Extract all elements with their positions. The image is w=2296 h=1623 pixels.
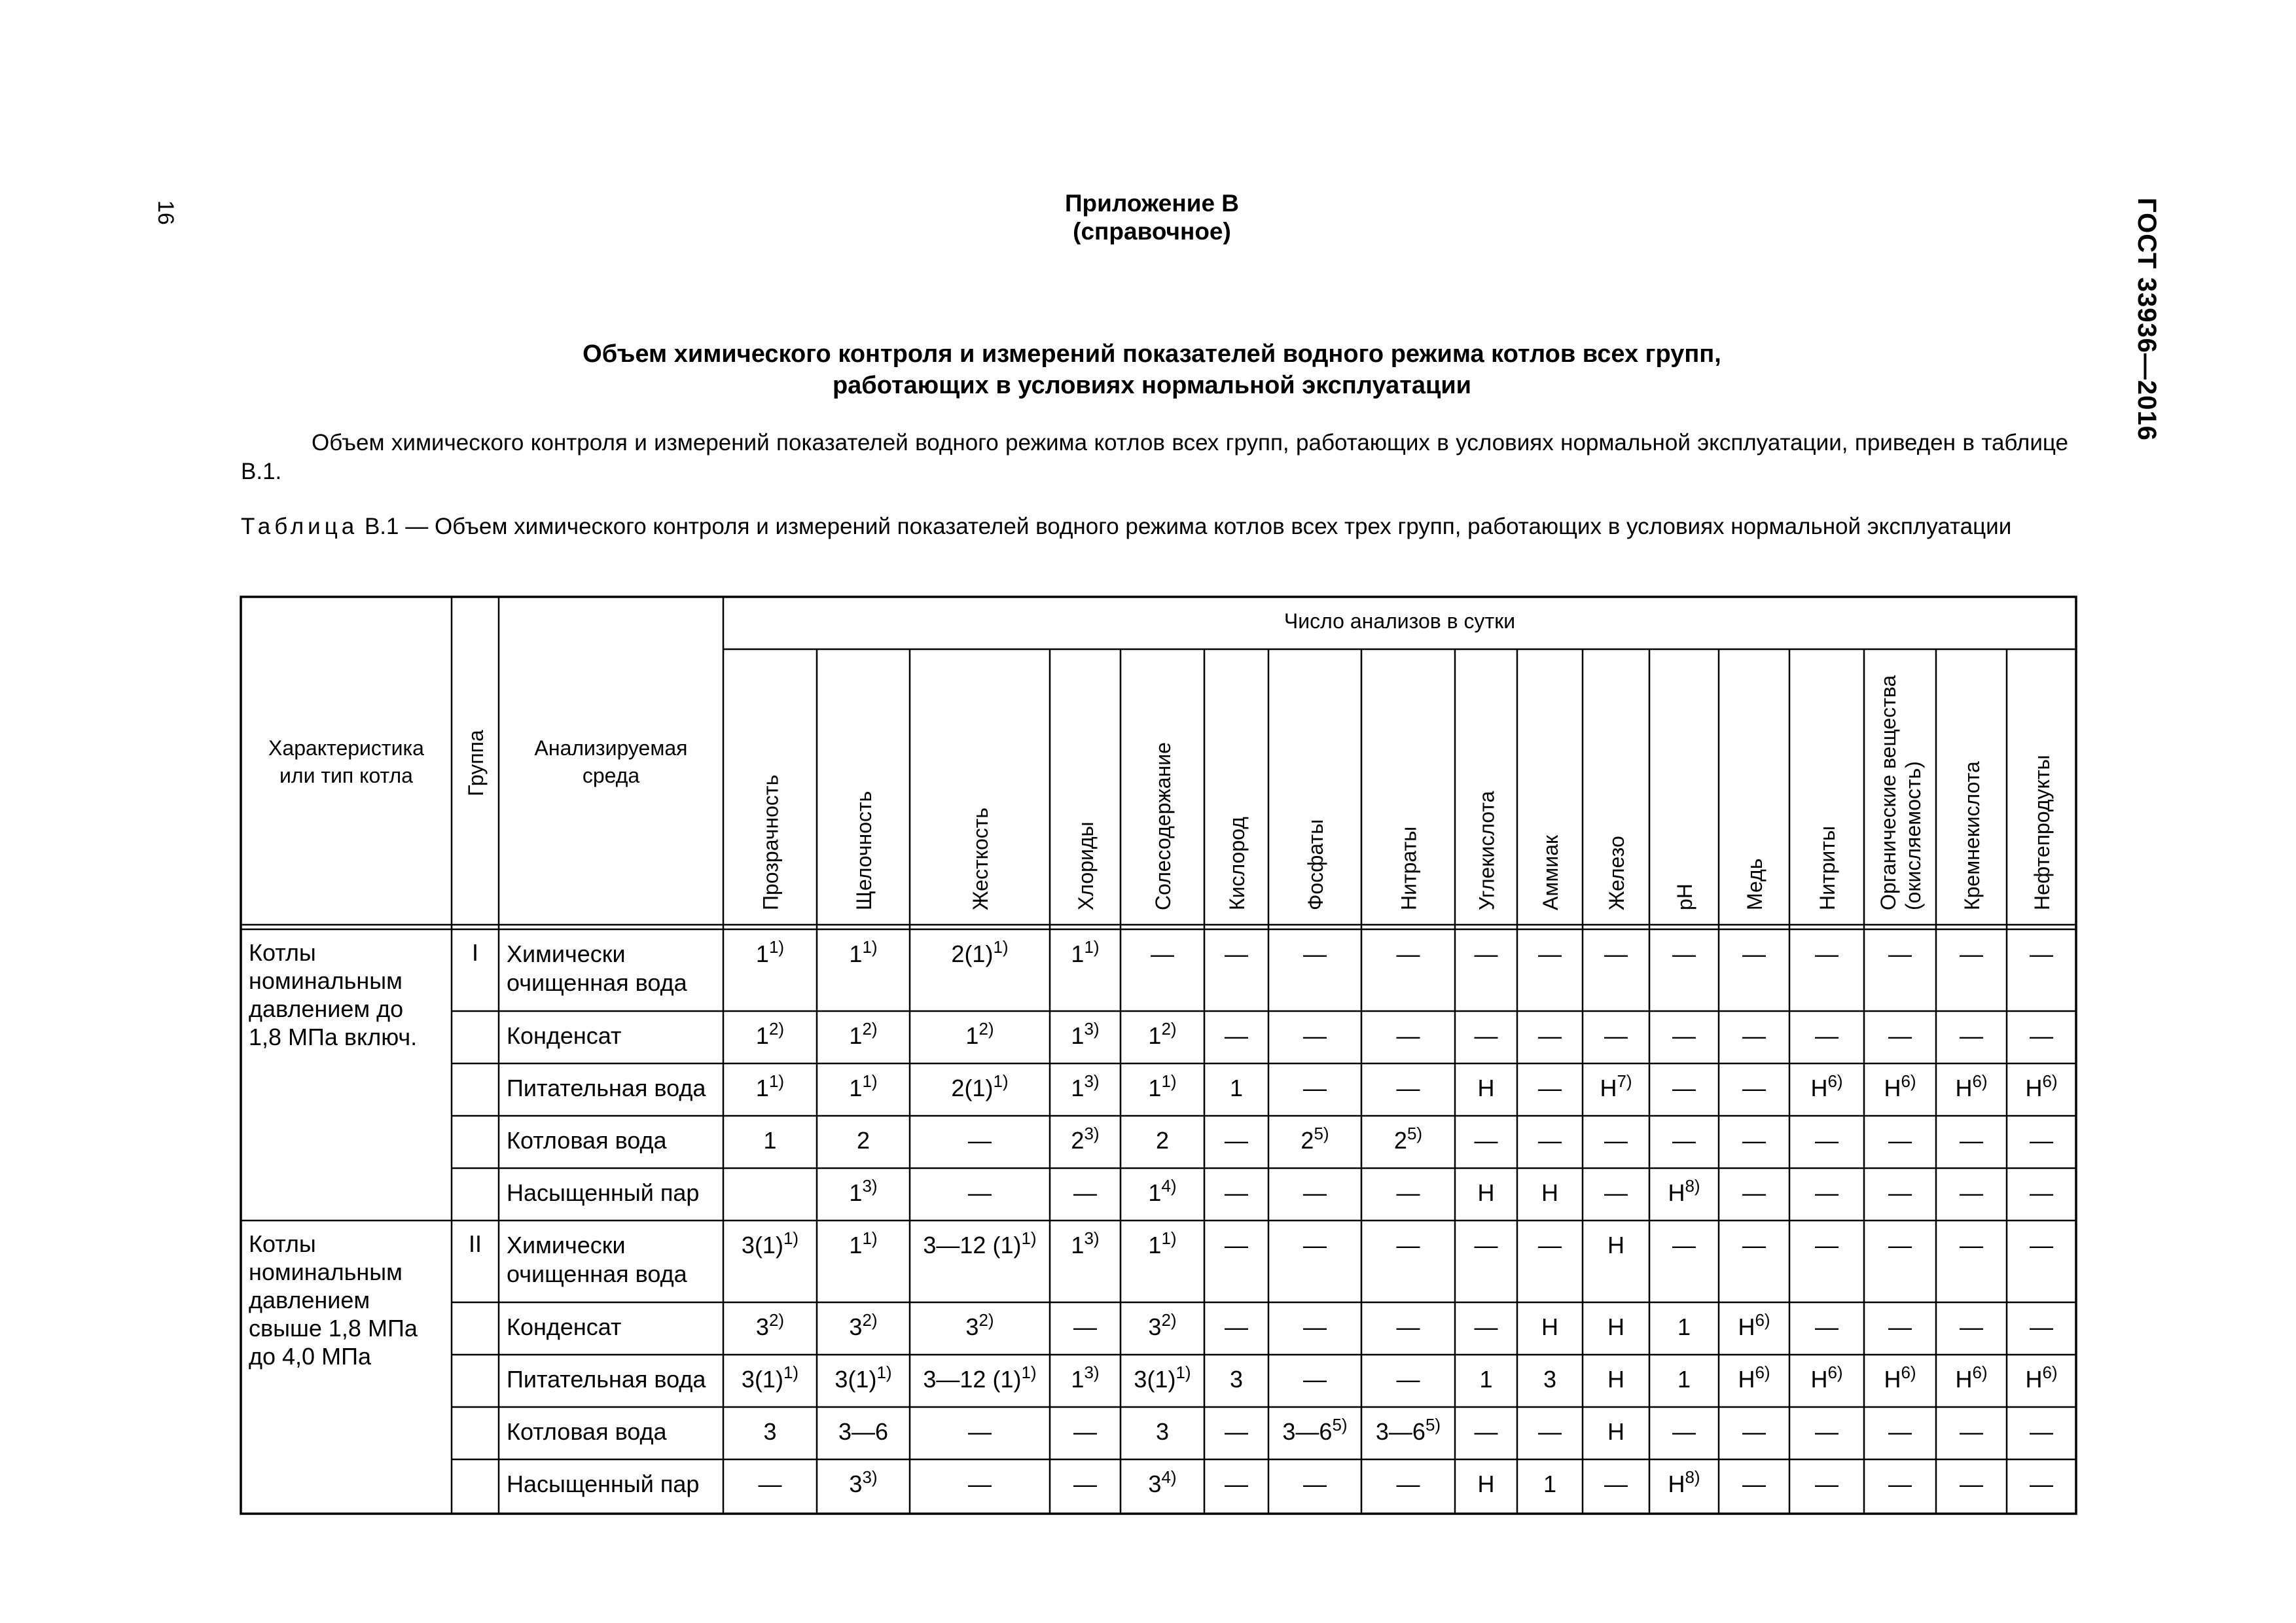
table-cell: 3 bbox=[763, 1418, 777, 1445]
table-cell: — bbox=[1538, 1075, 1562, 1101]
page-number: 16 bbox=[153, 200, 178, 225]
footnote-ref: 1) bbox=[862, 1228, 878, 1248]
table-cell: — bbox=[2030, 1232, 2053, 1258]
column-header: pH bbox=[1673, 883, 1696, 910]
table-cell: $2(1)^{1)}$ bbox=[951, 937, 1009, 967]
footnote-ref: 7) bbox=[1617, 1071, 1632, 1091]
table-cell: — bbox=[1538, 1232, 1562, 1258]
table-cell: $3(1)^{1)}$ bbox=[834, 1363, 892, 1393]
boiler-characteristic: давлением bbox=[249, 1287, 370, 1313]
analyzed-medium: Конденсат bbox=[507, 1022, 622, 1049]
table-cell: $2(1)^{1)}$ bbox=[951, 1071, 1009, 1101]
table-cell: — bbox=[1815, 1179, 1839, 1206]
table-cell: — bbox=[1225, 1418, 1248, 1445]
table-cell: 1$^{3)}$ bbox=[1071, 1363, 1100, 1393]
footnote-ref: 6) bbox=[1901, 1071, 1916, 1091]
table-cell: — bbox=[1225, 1179, 1248, 1206]
table-cell: — bbox=[1815, 1232, 1839, 1258]
table-cell: — bbox=[1742, 940, 1766, 967]
table-cell: — bbox=[1474, 1127, 1498, 1154]
table-cell: 1$^{1)}$ bbox=[1148, 1228, 1177, 1258]
table-cell: 3 bbox=[1229, 1366, 1244, 1393]
table-cell: — bbox=[1815, 1418, 1839, 1445]
standard-code: ГОСТ 33936—2016 bbox=[2132, 198, 2161, 441]
table-cell: — bbox=[1073, 1418, 1097, 1445]
footnote-ref: 3) bbox=[862, 1176, 878, 1196]
column-header: Кислород bbox=[1225, 817, 1249, 910]
table-cell: — bbox=[1960, 1418, 1983, 1445]
table-cell: — bbox=[1538, 1418, 1562, 1445]
column-header: Щелочность bbox=[852, 791, 876, 910]
table-cell: — bbox=[1073, 1471, 1097, 1497]
header-group: Группа bbox=[464, 730, 488, 796]
table-cell: 3$^{2)}$ bbox=[1148, 1310, 1177, 1340]
table-cell: — bbox=[1960, 1022, 1983, 1049]
footnote-ref: 6) bbox=[2042, 1363, 2058, 1382]
table-cell: $Н^{6)}$ bbox=[1738, 1363, 1770, 1393]
table-cell: 3—6$^{5)}$ bbox=[1282, 1415, 1348, 1445]
table-cell: — bbox=[1960, 1471, 1983, 1497]
table-cell: — bbox=[1960, 1127, 1983, 1154]
table-cell: 2 bbox=[1155, 1127, 1170, 1154]
table-cell: — bbox=[1396, 940, 1420, 967]
footnote-ref: 5) bbox=[1332, 1415, 1348, 1435]
table-cell: — bbox=[1225, 1313, 1248, 1340]
table-cell: — bbox=[1888, 1179, 1912, 1206]
table-cell: — bbox=[1396, 1313, 1420, 1340]
table-cell: $Н^{6)}$ bbox=[1810, 1071, 1843, 1101]
table-cell: — bbox=[1888, 1471, 1912, 1497]
table-cell: 1$^{3)}$ bbox=[1071, 1019, 1100, 1049]
analyzed-medium: Питательная вода bbox=[507, 1075, 706, 1101]
header-characteristic: или тип котла bbox=[279, 764, 413, 787]
table-cell: 3$^{2)}$ bbox=[755, 1310, 785, 1340]
table-cell: — bbox=[1888, 940, 1912, 967]
table-cell: $3(1)^{1)}$ bbox=[741, 1363, 799, 1393]
table-cell: — bbox=[1742, 1179, 1766, 1206]
column-header: Жесткость bbox=[969, 807, 992, 910]
table-cell: 3—12 $(1)^{1)}$ bbox=[923, 1228, 1037, 1258]
table-cell: 1 bbox=[1229, 1075, 1244, 1101]
table-cell: — bbox=[1672, 1127, 1696, 1154]
table-cell: $3(1)^{1)}$ bbox=[741, 1228, 799, 1258]
table-cell: — bbox=[2030, 1313, 2053, 1340]
table-cell: — bbox=[1742, 1471, 1766, 1497]
table-cell: $Н^{6)}$ bbox=[2025, 1071, 2058, 1101]
footnote-ref: 2) bbox=[978, 1310, 994, 1330]
table-cell: — bbox=[1888, 1313, 1912, 1340]
table-cell: — bbox=[2030, 1127, 2053, 1154]
table-cell: — bbox=[1225, 1022, 1248, 1049]
footnote-ref: 6) bbox=[1755, 1310, 1770, 1330]
boiler-characteristic: Котлы bbox=[249, 939, 316, 966]
table-caption-text: В.1 — Объем химического контроля и измерений показателей водного режима котлов всех трех групп, работающих в условиях нормальной эксплуатации bbox=[358, 514, 2012, 539]
table-cell: 3—12 $(1)^{1)}$ bbox=[923, 1363, 1037, 1393]
table-cell: — bbox=[1073, 1179, 1097, 1206]
header-medium: Анализируемая bbox=[534, 736, 688, 760]
column-header: Железо bbox=[1605, 836, 1628, 910]
table-cell: — bbox=[1742, 1075, 1766, 1101]
footnote-ref: 1) bbox=[1021, 1228, 1037, 1248]
table-cell: 1 bbox=[1479, 1366, 1493, 1393]
table-cell: 1$^{1)}$ bbox=[1148, 1071, 1177, 1101]
footnote-ref: 1) bbox=[783, 1363, 799, 1382]
table-cell: — bbox=[1604, 1022, 1628, 1049]
footnote-ref: 1) bbox=[1161, 1228, 1177, 1248]
footnote-ref: 5) bbox=[1425, 1415, 1441, 1435]
boiler-characteristic: 1,8 МПа включ. bbox=[249, 1024, 418, 1050]
document-title-line-2: работающих в условиях нормальной эксплуатации bbox=[832, 372, 1472, 399]
table-cell: $Н^{8)}$ bbox=[1668, 1176, 1700, 1206]
footnote-ref: 1) bbox=[1175, 1363, 1191, 1382]
column-header: Нитриты bbox=[1816, 826, 1839, 910]
table-cell: 1$^{2)}$ bbox=[849, 1019, 878, 1049]
analyzed-medium: Химически bbox=[507, 940, 626, 967]
footnote-ref: 8) bbox=[1685, 1176, 1700, 1196]
table-cell: — bbox=[2030, 1022, 2053, 1049]
table-cell: — bbox=[1396, 1366, 1420, 1393]
footnote-ref: 4) bbox=[1161, 1176, 1177, 1196]
table-cell: — bbox=[1225, 1232, 1248, 1258]
table-cell: $Н^{6)}$ bbox=[1738, 1310, 1770, 1340]
group-number: I bbox=[471, 939, 479, 966]
table-cell: 1$^{2)}$ bbox=[1148, 1019, 1177, 1049]
table-cell: $3(1)^{1)}$ bbox=[1134, 1363, 1191, 1393]
table-cell: — bbox=[2030, 1179, 2053, 1206]
table-cell: Н bbox=[1541, 1313, 1558, 1340]
table-cell: — bbox=[1303, 1022, 1327, 1049]
table-cell: — bbox=[2030, 940, 2053, 967]
table-cell: — bbox=[1474, 1232, 1498, 1258]
footnote-ref: 6) bbox=[1755, 1363, 1770, 1382]
table-cell: 1 bbox=[1677, 1313, 1691, 1340]
table-cell: $Н^{6)}$ bbox=[1810, 1363, 1843, 1393]
table-cell: 3—6 bbox=[838, 1418, 889, 1445]
table-cell: 1$^{3)}$ bbox=[1071, 1071, 1100, 1101]
table-cell: 3 bbox=[1155, 1418, 1170, 1445]
table-cell: 1$^{1)}$ bbox=[1071, 937, 1100, 967]
footnote-ref: 1) bbox=[1021, 1363, 1037, 1382]
column-header: Нефтепродукты bbox=[2030, 755, 2054, 910]
table-cell: 2$^{5)}$ bbox=[1300, 1124, 1329, 1154]
footnote-ref: 6) bbox=[1827, 1071, 1843, 1091]
analyzed-medium: Насыщенный пар bbox=[507, 1471, 700, 1497]
table-cell: 2$^{3)}$ bbox=[1071, 1124, 1100, 1154]
boiler-characteristic: Котлы bbox=[249, 1230, 316, 1257]
group-number: II bbox=[468, 1230, 482, 1257]
footnote-ref: 3) bbox=[1084, 1228, 1100, 1248]
boiler-characteristic: давлением до bbox=[249, 995, 404, 1022]
footnote-ref: 1) bbox=[1161, 1071, 1177, 1091]
table-cell: — bbox=[1960, 1313, 1983, 1340]
footnote-ref: 2) bbox=[768, 1019, 785, 1039]
column-header: Фосфаты bbox=[1304, 819, 1327, 910]
analyzed-medium: Насыщенный пар bbox=[507, 1179, 700, 1206]
table-cell: Н bbox=[1607, 1366, 1624, 1393]
table-cell: — bbox=[1888, 1232, 1912, 1258]
table-cell: — bbox=[1303, 1232, 1327, 1258]
column-header: Аммиак bbox=[1539, 834, 1562, 910]
table-cell: 3 bbox=[1543, 1366, 1557, 1393]
table-cell: — bbox=[1672, 1075, 1696, 1101]
footnote-ref: 6) bbox=[1827, 1363, 1843, 1382]
table-cell: — bbox=[1672, 1418, 1696, 1445]
table-cell: 1$^{4)}$ bbox=[1148, 1176, 1177, 1206]
table-cell: — bbox=[1303, 940, 1327, 967]
table-cell: 1$^{1)}$ bbox=[755, 1071, 785, 1101]
analyzed-medium: Химически bbox=[507, 1232, 626, 1258]
table-cell: — bbox=[1815, 1127, 1839, 1154]
table-cell: $Н^{6)}$ bbox=[1955, 1363, 1988, 1393]
column-header: Медь bbox=[1743, 858, 1767, 910]
table-cell: — bbox=[1474, 940, 1498, 967]
table-cell: 1$^{2)}$ bbox=[755, 1019, 785, 1049]
footnote-ref: 3) bbox=[862, 1467, 878, 1487]
footnote-ref: 6) bbox=[1972, 1071, 1988, 1091]
footnote-ref: 1) bbox=[783, 1228, 799, 1248]
table-cell: Н bbox=[1541, 1179, 1558, 1206]
footnote-ref: 4) bbox=[1161, 1467, 1177, 1487]
table-cell: 1$^{3)}$ bbox=[1071, 1228, 1100, 1258]
table-cell: — bbox=[1396, 1471, 1420, 1497]
table-cell: — bbox=[1396, 1179, 1420, 1206]
footnote-ref: 2) bbox=[862, 1310, 878, 1330]
footnote-ref: 6) bbox=[1901, 1363, 1916, 1382]
table-cell: 1$^{1)}$ bbox=[849, 1228, 878, 1258]
table-cell: — bbox=[1303, 1366, 1327, 1393]
column-header: Солесодержание bbox=[1151, 742, 1175, 910]
table-cell: — bbox=[968, 1471, 992, 1497]
footnote-ref: 1) bbox=[768, 937, 785, 957]
table-cell: $Н^{6)}$ bbox=[2025, 1363, 2058, 1393]
table-cell: — bbox=[1888, 1418, 1912, 1445]
table-cell: $Н^{6)}$ bbox=[1884, 1071, 1916, 1101]
table-caption-label: Таблица bbox=[241, 514, 359, 539]
table-cell: — bbox=[1538, 940, 1562, 967]
table-cell: 2$^{5)}$ bbox=[1393, 1124, 1423, 1154]
column-header: Прозрачность bbox=[759, 774, 783, 910]
table-cell: — bbox=[1303, 1179, 1327, 1206]
table-cell: Н bbox=[1477, 1179, 1495, 1206]
table-cell: 3$^{2)}$ bbox=[849, 1310, 878, 1340]
annex-title: Приложение В bbox=[1064, 190, 1240, 217]
footnote-ref: 1) bbox=[1084, 937, 1100, 957]
footnote-ref: 3) bbox=[1084, 1071, 1100, 1091]
table-cell: — bbox=[1672, 940, 1696, 967]
column-header: (окисляемость) bbox=[1901, 761, 1925, 910]
table-cell: — bbox=[1303, 1471, 1327, 1497]
footnote-ref: 2) bbox=[862, 1019, 878, 1039]
table-cell: — bbox=[1396, 1075, 1420, 1101]
table-cell: 1$^{2)}$ bbox=[965, 1019, 994, 1049]
table-cell: 1$^{3)}$ bbox=[849, 1176, 878, 1206]
analyzed-medium: Конденсат bbox=[507, 1313, 622, 1340]
table-cell: 3$^{3)}$ bbox=[849, 1467, 878, 1497]
footnote-ref: 1) bbox=[862, 1071, 878, 1091]
footnote-ref: 3) bbox=[1084, 1019, 1100, 1039]
table-cell: — bbox=[1396, 1232, 1420, 1258]
footnote-ref: 2) bbox=[768, 1310, 785, 1330]
table-cell: 3$^{2)}$ bbox=[965, 1310, 994, 1340]
table-cell: — bbox=[1474, 1313, 1498, 1340]
document-title-line-1: Объем химического контроля и измерений показателей водного режима котлов всех групп, bbox=[583, 340, 1721, 368]
table-cell: 1$^{1)}$ bbox=[849, 1071, 878, 1101]
table-cell: — bbox=[1225, 1127, 1248, 1154]
table-cell: — bbox=[1474, 1418, 1498, 1445]
table-cell: $Н^{8)}$ bbox=[1668, 1467, 1700, 1497]
table-cell: — bbox=[758, 1471, 782, 1497]
table-cell: 1 bbox=[763, 1127, 777, 1154]
analyzed-medium: Питательная вода bbox=[507, 1366, 706, 1393]
table-cell: — bbox=[1742, 1022, 1766, 1049]
table-cell: — bbox=[1815, 1022, 1839, 1049]
footnote-ref: 3) bbox=[1084, 1124, 1100, 1143]
table-cell: — bbox=[1960, 940, 1983, 967]
table-cell: — bbox=[1815, 1313, 1839, 1340]
footnote-ref: 2) bbox=[1161, 1310, 1177, 1330]
table-cell: — bbox=[1742, 1232, 1766, 1258]
table-cell: 1$^{1)}$ bbox=[849, 937, 878, 967]
table-cell: — bbox=[1303, 1075, 1327, 1101]
table-cell: — bbox=[968, 1418, 992, 1445]
analyzed-medium: очищенная вода bbox=[507, 969, 687, 996]
header-characteristic: Характеристика bbox=[268, 736, 424, 760]
table-cell: — bbox=[968, 1127, 992, 1154]
footnote-ref: 6) bbox=[2042, 1071, 2058, 1091]
footnote-ref: 1) bbox=[993, 1071, 1009, 1091]
table-cell: — bbox=[2030, 1418, 2053, 1445]
table-cell: — bbox=[1538, 1022, 1562, 1049]
table-cell: Н bbox=[1477, 1075, 1495, 1101]
table-cell: Н bbox=[1477, 1471, 1495, 1497]
analyzed-medium: Котловая вода bbox=[507, 1127, 667, 1154]
analyzed-medium: Котловая вода bbox=[507, 1418, 667, 1445]
table-cell: — bbox=[1742, 1418, 1766, 1445]
table-cell: — bbox=[1396, 1022, 1420, 1049]
footnote-ref: 1) bbox=[876, 1363, 892, 1382]
footnote-ref: 8) bbox=[1685, 1467, 1700, 1487]
annex-subtitle: (справочное) bbox=[1073, 218, 1231, 245]
boiler-characteristic: номинальным bbox=[249, 1258, 403, 1285]
table-cell: $Н^{6)}$ bbox=[1884, 1363, 1916, 1393]
header-analyses-per-day: Число анализов в сутки bbox=[1283, 609, 1516, 633]
footnote-ref: 6) bbox=[1972, 1363, 1988, 1382]
footnote-ref: 2) bbox=[1161, 1019, 1177, 1039]
table-cell: — bbox=[1815, 940, 1839, 967]
table-cell: — bbox=[1960, 1232, 1983, 1258]
column-header: Хлориды bbox=[1074, 821, 1098, 910]
table-cell: — bbox=[1888, 1127, 1912, 1154]
footnote-ref: 3) bbox=[1084, 1363, 1100, 1382]
table-cell: — bbox=[1672, 1232, 1696, 1258]
table-cell: — bbox=[1538, 1127, 1562, 1154]
footnote-ref: 2) bbox=[978, 1019, 994, 1039]
table-cell: — bbox=[1151, 940, 1174, 967]
table-cell: $Н^{7)}$ bbox=[1600, 1071, 1632, 1101]
intro-paragraph: Объем химического контроля и измерений показателей водного режима котлов всех групп, работающих в условиях нормальной эксплуатации, приведен в таблице В.1. bbox=[241, 430, 2068, 484]
table-cell: — bbox=[1888, 1022, 1912, 1049]
boiler-characteristic: до 4,0 МПа bbox=[249, 1343, 371, 1370]
boiler-characteristic: номинальным bbox=[249, 967, 403, 994]
footnote-ref: 1) bbox=[993, 937, 1009, 957]
table-cell: — bbox=[1225, 1471, 1248, 1497]
table-cell: $Н^{6)}$ bbox=[1955, 1071, 1988, 1101]
table-cell: 1$^{1)}$ bbox=[755, 937, 785, 967]
analyzed-medium: очищенная вода bbox=[507, 1260, 687, 1287]
column-header: Кремнекислота bbox=[1960, 761, 1984, 910]
table-cell: — bbox=[1815, 1471, 1839, 1497]
column-header: Органические вещества bbox=[1876, 675, 1900, 910]
table-cell: Н bbox=[1607, 1418, 1624, 1445]
table-cell: Н bbox=[1607, 1313, 1624, 1340]
table-cell: — bbox=[968, 1179, 992, 1206]
header-medium: среда bbox=[582, 764, 640, 787]
table-cell: — bbox=[1303, 1313, 1327, 1340]
footnote-ref: 1) bbox=[862, 937, 878, 957]
table-cell: — bbox=[1604, 1127, 1628, 1154]
column-header: Углекислота bbox=[1475, 791, 1499, 910]
table-cell: 2 bbox=[856, 1127, 870, 1154]
table-cell: — bbox=[1474, 1022, 1498, 1049]
table-cell: 1 bbox=[1543, 1471, 1557, 1497]
footnote-ref: 1) bbox=[768, 1071, 785, 1091]
table-cell: — bbox=[1742, 1127, 1766, 1154]
table-cell: — bbox=[1604, 940, 1628, 967]
table-cell: — bbox=[1960, 1179, 1983, 1206]
table-cell: 3—6$^{5)}$ bbox=[1375, 1415, 1441, 1445]
table-cell: — bbox=[1604, 1471, 1628, 1497]
table-cell: — bbox=[1073, 1313, 1097, 1340]
table-cell: 3$^{4)}$ bbox=[1148, 1467, 1177, 1497]
footnote-ref: 5) bbox=[1407, 1124, 1423, 1143]
footnote-ref: 5) bbox=[1314, 1124, 1329, 1143]
table-cell: 1 bbox=[1677, 1366, 1691, 1393]
table-cell: — bbox=[1672, 1022, 1696, 1049]
table-cell: — bbox=[2030, 1471, 2053, 1497]
table-cell: Н bbox=[1607, 1232, 1624, 1258]
boiler-characteristic: свыше 1,8 МПа bbox=[249, 1315, 418, 1342]
table-cell: — bbox=[1604, 1179, 1628, 1206]
table-cell: — bbox=[1225, 940, 1248, 967]
column-header: Нитраты bbox=[1397, 826, 1421, 910]
